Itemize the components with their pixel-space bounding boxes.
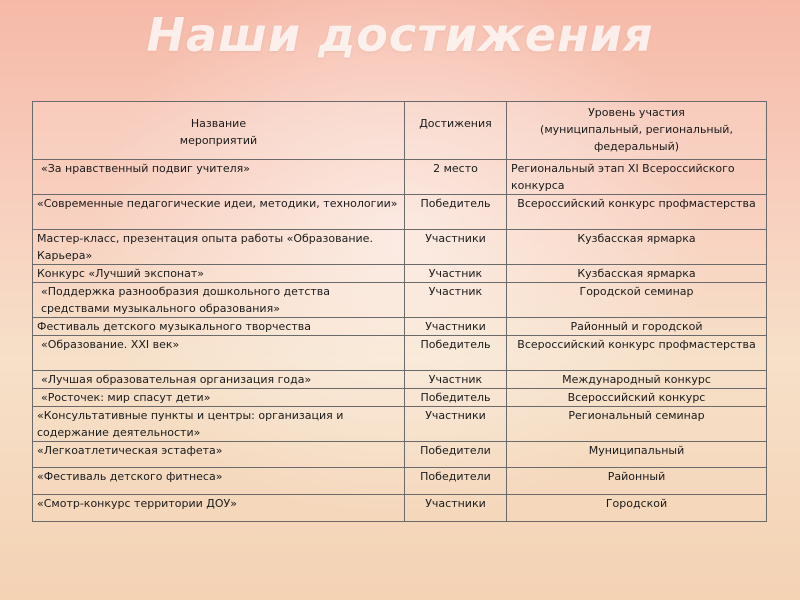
cell-event: «Образование. XXI век» [33,336,405,371]
table-row [33,407,767,442]
cell-event: «Лучшая образовательная организация года» [33,371,405,389]
cell-level: Международный конкурс [507,371,767,389]
cell-event: «Росточек: мир спасут дети» [33,389,405,407]
table-row [33,442,767,468]
cell-level: Кузбасская ярмарка [507,265,767,283]
cell-event: «Поддержка разнообразия дошкольного детства средствами музыкального образования» [33,283,405,318]
cell-achievement: Победитель [405,336,507,371]
cell-event: «Современные педагогические идеи, методики, технологии» [33,195,405,230]
cell-level: Кузбасская ярмарка [507,230,767,265]
header-event-name [33,102,405,160]
cell-achievement: Участники [405,230,507,265]
cell-level: Городской семинар [507,283,767,318]
table-row [33,195,767,230]
achievements-table [32,101,767,522]
cell-achievement: Победитель [405,195,507,230]
table-row [33,265,767,283]
cell-event: «Фестиваль детского фитнеса» [33,468,405,495]
cell-level: Региональный семинар [507,407,767,442]
cell-achievement: Победители [405,468,507,495]
table-row [33,371,767,389]
cell-event: «Консультативные пункты и центры: организация и содержание деятельности» [33,407,405,442]
table-row [33,283,767,318]
cell-achievement: 2 место [405,160,507,195]
table-row [33,389,767,407]
table-row [33,160,767,195]
cell-level: Муниципальный [507,442,767,468]
cell-event: «Легкоатлетическая эстафета» [33,442,405,468]
table-row [33,495,767,522]
cell-level: Городской [507,495,767,522]
cell-achievement: Победители [405,442,507,468]
cell-achievement: Участник [405,371,507,389]
header-event-name-line1: Название [190,117,247,130]
header-achievement-label: Достижения [419,117,492,130]
slide-title: Наши достижения [146,8,654,62]
cell-level: Районный [507,468,767,495]
cell-achievement: Участники [405,318,507,336]
cell-event: Фестиваль детского музыкального творчества [33,318,405,336]
cell-event: Мастер-класс, презентация опыта работы «Образование. Карьера» [33,230,405,265]
cell-level: Районный и городской [507,318,767,336]
cell-event: «Смотр-конкурс территории ДОУ» [33,495,405,522]
cell-achievement: Участник [405,283,507,318]
cell-event: «За нравственный подвиг учителя» [33,160,405,195]
header-level-line1: Уровень участия [588,106,685,119]
table-row [33,318,767,336]
table-row [33,468,767,495]
cell-level: Региональный этап XI Всероссийского конкурса [507,160,767,195]
header-achievement [405,102,507,160]
cell-achievement: Участник [405,265,507,283]
header-level [507,102,767,160]
cell-event: Конкурс «Лучший экспонат» [33,265,405,283]
header-level-line2: (муниципальный, региональный, [540,123,733,136]
cell-level: Всероссийский конкурс профмастерства [507,336,767,371]
cell-achievement: Участники [405,407,507,442]
header-event-name-line2: мероприятий [179,134,258,147]
header-level-line3: федеральный) [593,140,680,153]
table-row [33,336,767,371]
cell-level: Всероссийский конкурс профмастерства [507,195,767,230]
cell-level: Всероссийский конкурс [507,389,767,407]
cell-achievement: Участники [405,495,507,522]
cell-achievement: Победитель [405,389,507,407]
table-row [33,230,767,265]
table-header-row [33,102,767,160]
